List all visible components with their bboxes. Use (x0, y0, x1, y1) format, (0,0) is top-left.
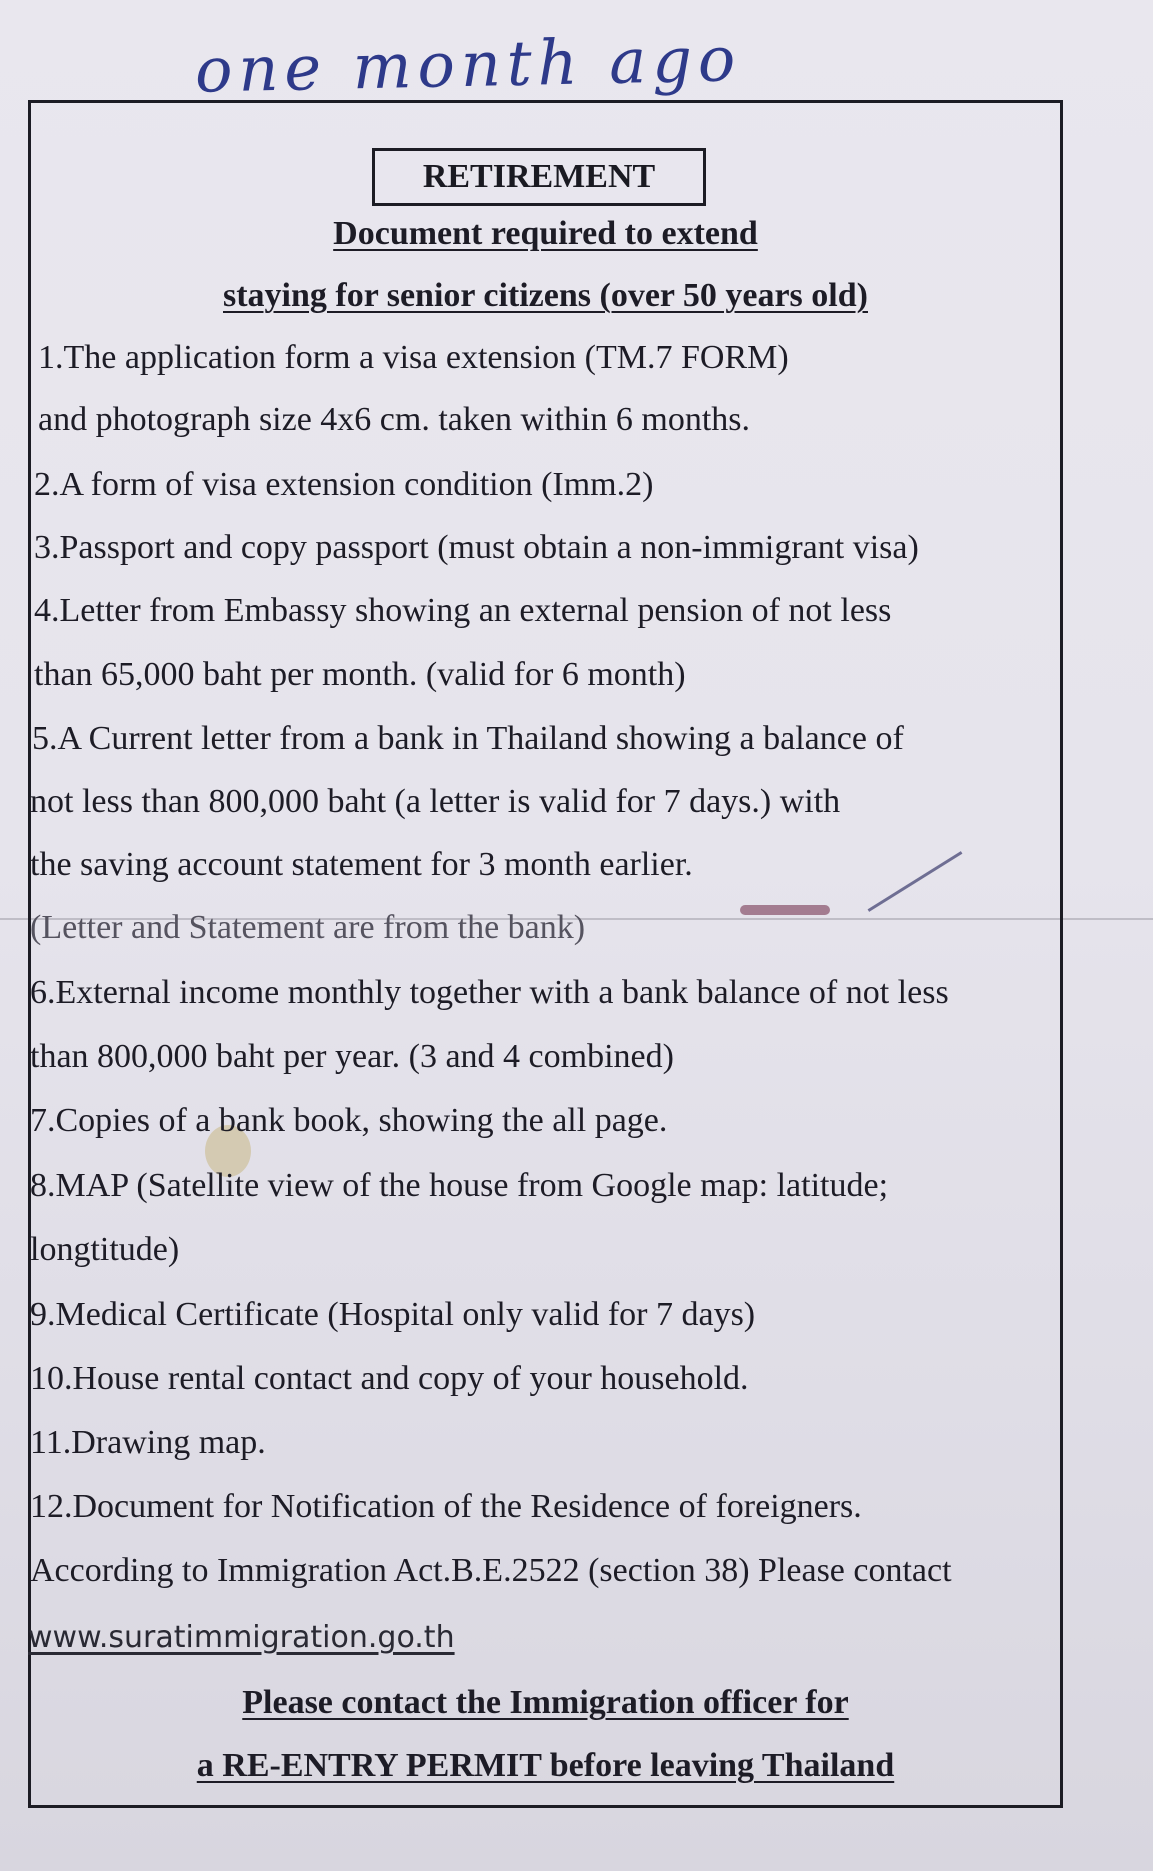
list-item: longtitude) (30, 1231, 180, 1268)
list-item: 12.Document for Notification of the Residence of foreigners. (30, 1488, 862, 1525)
subtitle-line-2: staying for senior citizens (over 50 years old) (223, 277, 868, 314)
list-item: than 65,000 baht per month. (valid for 6 month) (34, 656, 686, 693)
list-item: 10.House rental contact and copy of your household. (30, 1360, 749, 1397)
list-item: 1.The application form a visa extension (TM.7 FORM) (38, 339, 789, 376)
list-item: the saving account statement for 3 month earlier. (30, 846, 693, 883)
footer-line-2: a RE-ENTRY PERMIT before leaving Thailand (196, 1747, 895, 1784)
list-item: 3.Passport and copy passport (must obtain a non-immigrant visa) (34, 529, 919, 566)
list-item: 11.Drawing map. (30, 1424, 266, 1461)
footer-line-1: Please contact the Immigration officer for (242, 1684, 849, 1721)
list-item: not less than 800,000 baht (a letter is valid for 7 days.) with (30, 783, 841, 820)
list-item: and photograph size 4x6 cm. taken within 6 months. (38, 401, 750, 438)
list-item: 2.A form of visa extension condition (Imm.2) (34, 466, 654, 503)
website-link[interactable]: www.suratimmigration.go.th (28, 1620, 455, 1655)
list-item-note: (Letter and Statement are from the bank) (30, 909, 586, 946)
list-item: 6.External income monthly together with a bank balance of not less (30, 974, 949, 1011)
list-item: 5.A Current letter from a bank in Thailand showing a balance of (32, 720, 904, 757)
subtitle-line-1: Document required to extend (333, 215, 758, 252)
legal-reference: According to Immigration Act.B.E.2522 (section 38) Please contact (30, 1552, 952, 1589)
handwritten-note: one month ago (194, 22, 742, 107)
list-item: 8.MAP (Satellite view of the house from Google map: latitude; (30, 1167, 889, 1204)
document-title: RETIREMENT (372, 148, 706, 206)
list-item: than 800,000 baht per year. (3 and 4 combined) (30, 1038, 674, 1075)
list-item: 7.Copies of a bank book, showing the all page. (30, 1102, 668, 1139)
list-item: 9.Medical Certificate (Hospital only valid for 7 days) (30, 1296, 756, 1333)
list-item: 4.Letter from Embassy showing an external pension of not less (34, 592, 892, 629)
